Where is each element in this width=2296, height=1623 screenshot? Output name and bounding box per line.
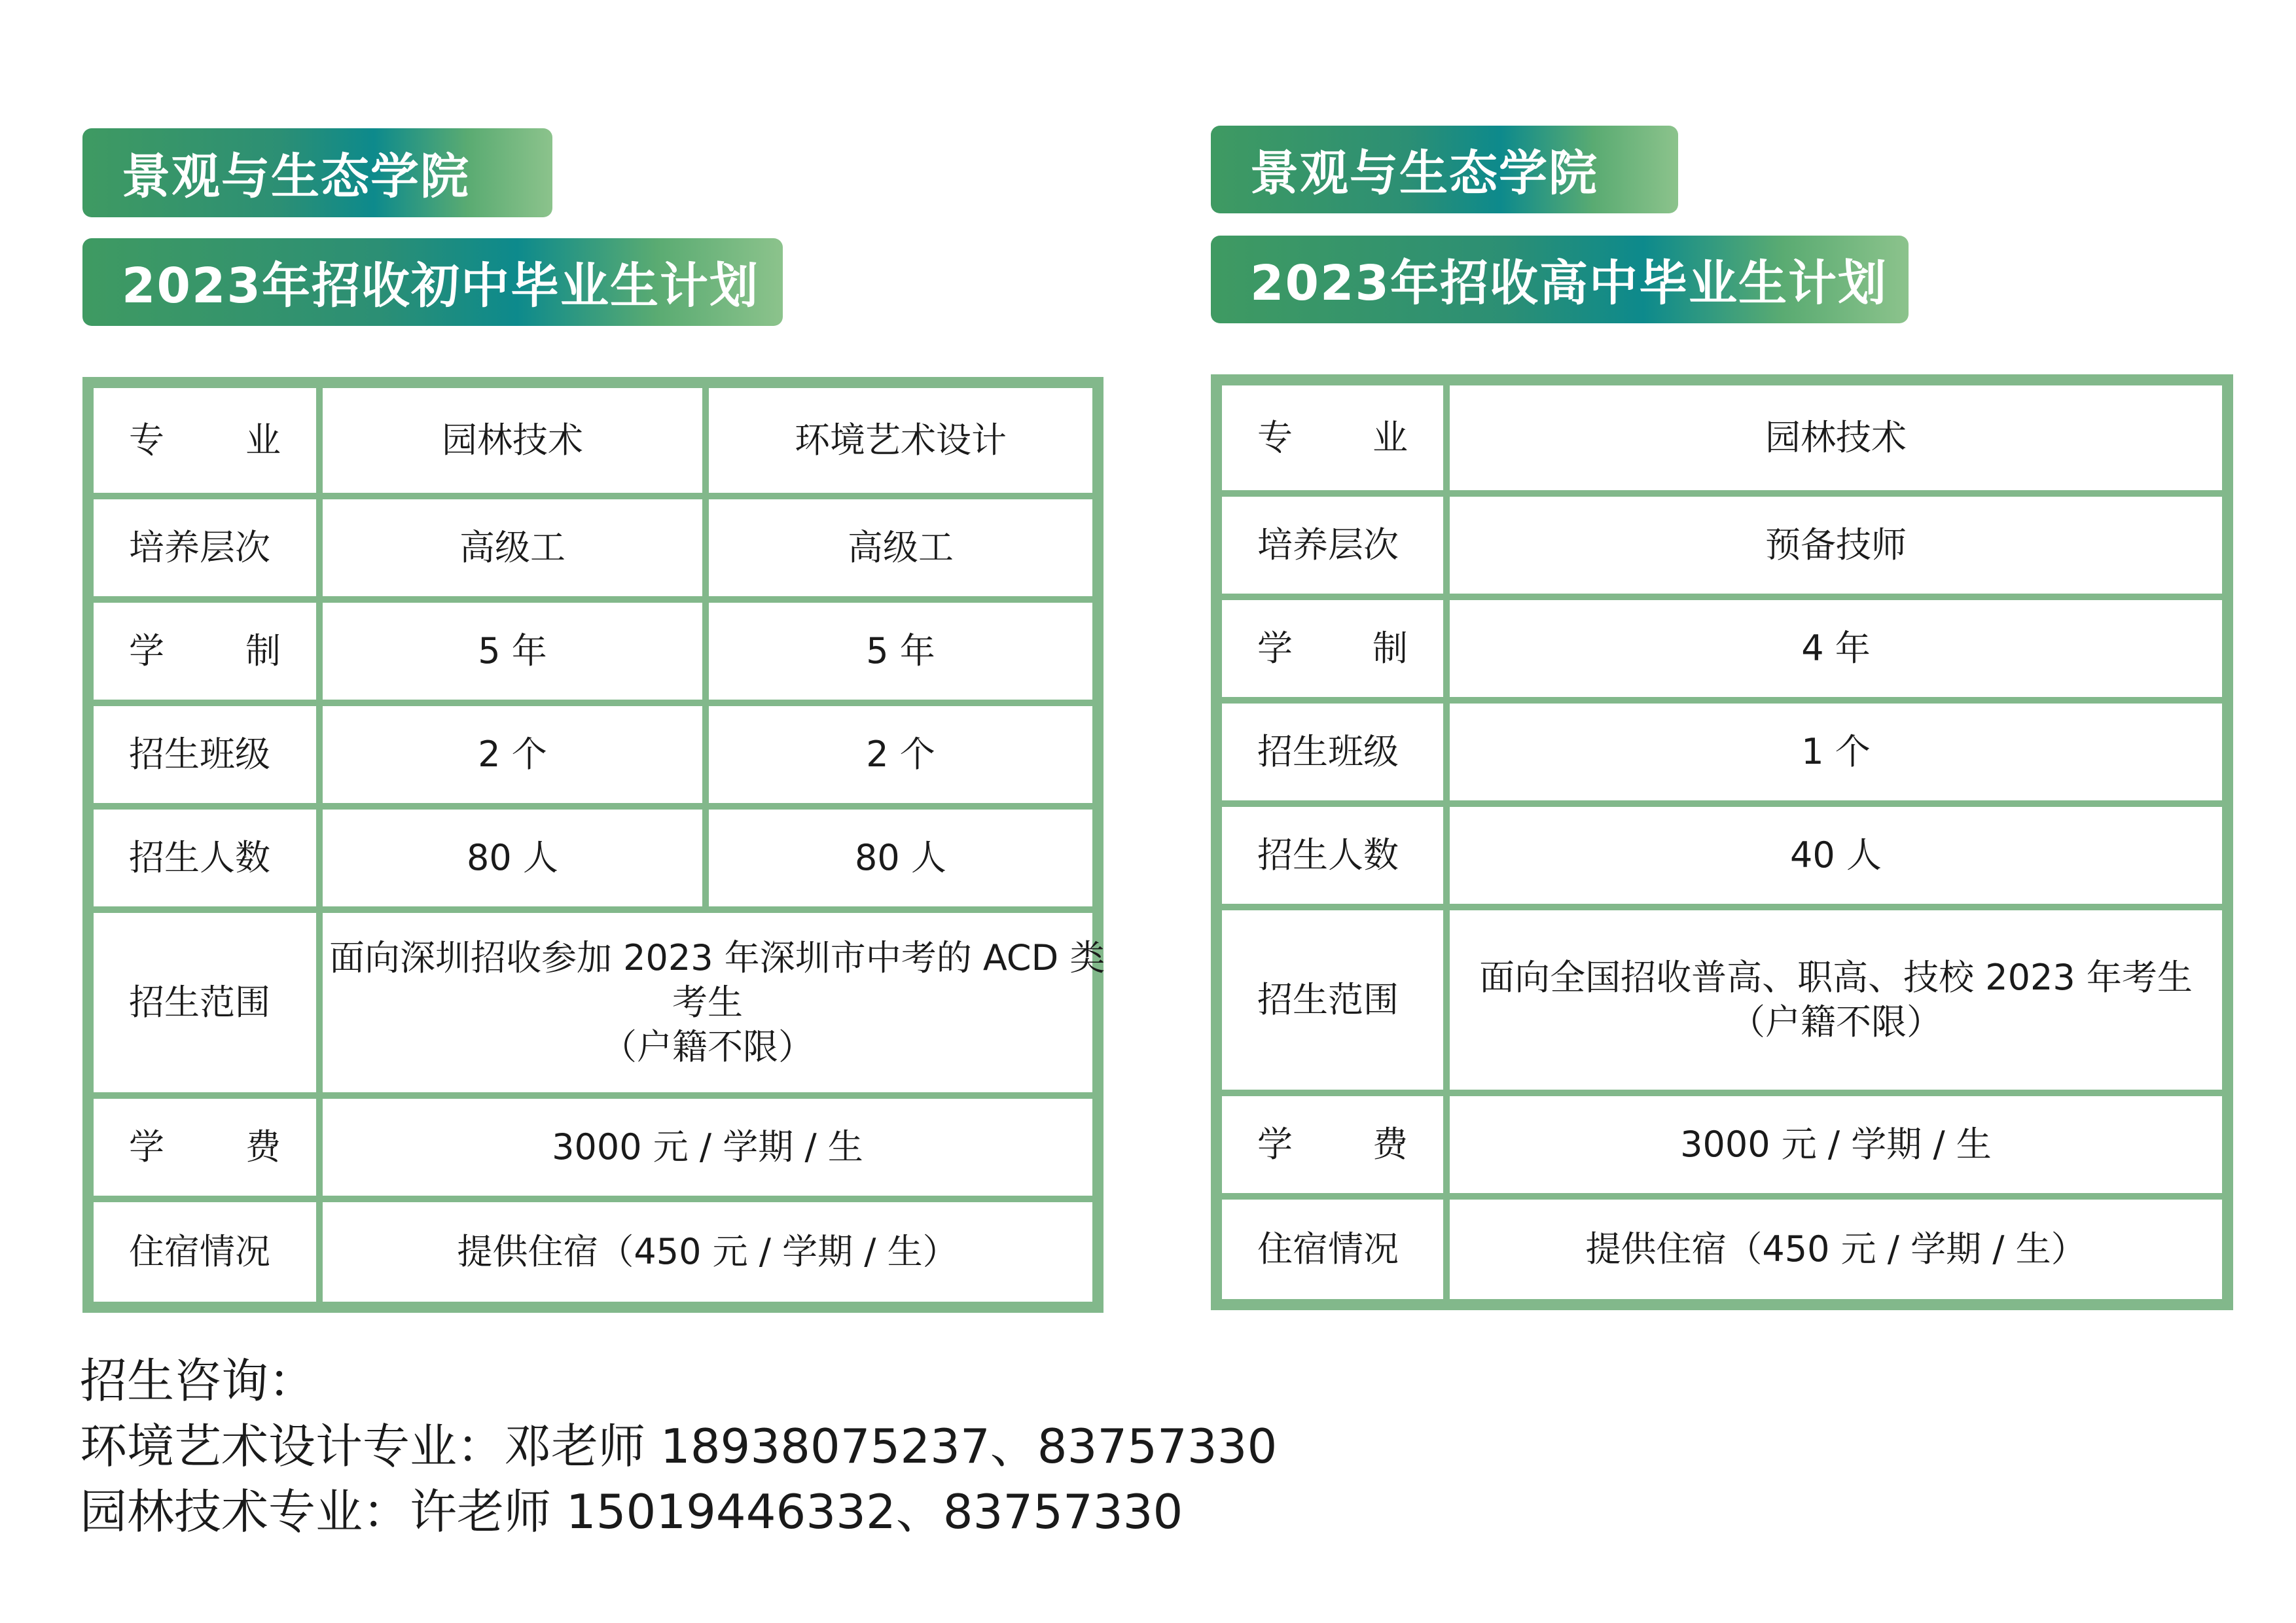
cell-duration-1: 5 年	[319, 599, 706, 703]
contact-block	[80, 1348, 1277, 1544]
cell-count-1: 80 人	[319, 806, 706, 910]
left-plan-table	[82, 377, 1103, 1313]
row-label: 学 制	[90, 599, 319, 703]
left-college-title: 景观与生态学院	[122, 149, 470, 205]
table-row	[90, 599, 1096, 703]
table-row	[1219, 700, 2225, 804]
left-college-banner	[82, 128, 552, 217]
cell-dorm: 提供住宿（450 元 / 学期 / 生）	[319, 1199, 1096, 1305]
right-college-title: 景观与生态学院	[1250, 145, 1598, 202]
cell-scope: 面向全国招收普高、职高、技校 2023 年考生 （户籍不限）	[1446, 907, 2225, 1093]
cell-count-1: 40 人	[1446, 804, 2225, 907]
row-label: 住宿情况	[90, 1199, 319, 1305]
cell-level-2: 高级工	[706, 496, 1096, 599]
table-row	[1219, 597, 2225, 700]
table-row	[90, 910, 1096, 1096]
table-row	[90, 1199, 1096, 1305]
table-row	[1219, 493, 2225, 597]
cell-classes-1: 2 个	[319, 703, 706, 806]
cell-major-2: 环境艺术设计	[706, 385, 1096, 496]
left-plan-title: 2023年招收初中毕业生计划	[122, 258, 759, 314]
table-row	[1219, 804, 2225, 907]
table-row	[1219, 1196, 2225, 1302]
table-row	[90, 496, 1096, 599]
left-plan-banner	[82, 238, 783, 326]
row-label: 专 业	[90, 385, 319, 496]
row-label: 学 费	[90, 1096, 319, 1199]
table-row	[1219, 382, 2225, 493]
table-row	[90, 703, 1096, 806]
row-label: 住宿情况	[1219, 1196, 1446, 1302]
cell-major-1: 园林技术	[319, 385, 706, 496]
table-row	[90, 1096, 1096, 1199]
cell-fee: 3000 元 / 学期 / 生	[319, 1096, 1096, 1199]
cell-classes-1: 1 个	[1446, 700, 2225, 804]
cell-scope: 面向深圳招收参加 2023 年深圳市中考的 ACD 类 考生 （户籍不限）	[319, 910, 1096, 1096]
table-row	[1219, 907, 2225, 1093]
row-label: 招生班级	[90, 703, 319, 806]
row-label: 招生班级	[1219, 700, 1446, 804]
right-plan-title: 2023年招收高中毕业生计划	[1250, 255, 1888, 312]
right-college-banner	[1211, 126, 1678, 213]
row-label: 培养层次	[1219, 493, 1446, 597]
cell-dorm: 提供住宿（450 元 / 学期 / 生）	[1446, 1196, 2225, 1302]
right-plan-table	[1211, 374, 2233, 1310]
cell-level-1: 预备技师	[1446, 493, 2225, 597]
cell-classes-2: 2 个	[706, 703, 1096, 806]
contact-line-env-design: 环境艺术设计专业：邓老师 18938075237、83757330	[80, 1419, 1278, 1474]
row-label: 学 费	[1219, 1093, 1446, 1196]
contact-heading: 招生咨询：	[80, 1353, 316, 1408]
table-row	[90, 385, 1096, 496]
row-label: 招生人数	[90, 806, 319, 910]
row-label: 培养层次	[90, 496, 319, 599]
cell-duration-1: 4 年	[1446, 597, 2225, 700]
cell-fee: 3000 元 / 学期 / 生	[1446, 1093, 2225, 1196]
cell-level-1: 高级工	[319, 496, 706, 599]
row-label: 专 业	[1219, 382, 1446, 493]
row-label: 招生范围	[1219, 907, 1446, 1093]
table-row	[90, 806, 1096, 910]
cell-major-1: 园林技术	[1446, 382, 2225, 493]
row-label: 招生人数	[1219, 804, 1446, 907]
table-row	[1219, 1093, 2225, 1196]
cell-duration-2: 5 年	[706, 599, 1096, 703]
contact-line-landscape: 园林技术专业：许老师 15019446332、83757330	[80, 1484, 1183, 1539]
row-label: 学 制	[1219, 597, 1446, 700]
row-label: 招生范围	[90, 910, 319, 1096]
right-plan-banner	[1211, 236, 1909, 323]
cell-count-2: 80 人	[706, 806, 1096, 910]
